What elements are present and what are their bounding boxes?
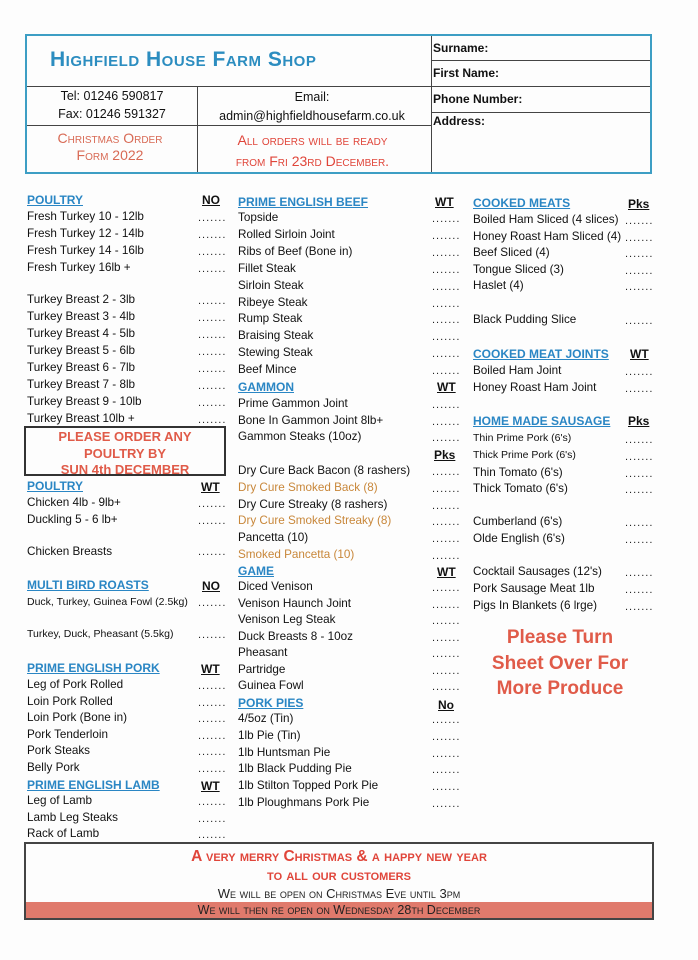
sausage-item: Olde English (6's) — [473, 531, 565, 545]
greeting-line2: to all our customers — [267, 867, 411, 884]
game-item-quantity-field[interactable]: ....... — [432, 631, 461, 644]
game-item-quantity-field[interactable]: ....... — [432, 598, 461, 611]
sausage-item-quantity-field[interactable]: ....... — [625, 567, 654, 579]
lamb-item: Rack of Lamb — [27, 827, 100, 840]
beef-item: Ribeye Steak — [238, 295, 308, 309]
turkey-breast-item: Turkey Breast 3 - 4lb — [27, 310, 136, 323]
turn-line3: More Produce — [496, 678, 624, 699]
cooked-joints-section-title: COOKED MEAT JOINTS — [473, 347, 609, 361]
poultry-item-quantity-field[interactable]: ....... — [198, 246, 227, 258]
sausage-item-quantity-field[interactable]: ....... — [625, 450, 654, 463]
chicken-breasts-item: Chicken Breasts — [27, 545, 113, 558]
turkey-breast-item-quantity-field[interactable]: ....... — [198, 363, 227, 375]
beef-item: Topside — [238, 211, 279, 224]
cooked-meat-item-quantity-field[interactable]: ....... — [625, 231, 654, 244]
pork-pie-item-quantity-field[interactable]: ....... — [432, 764, 461, 777]
beef-item-quantity-field[interactable]: ....... — [432, 280, 461, 293]
sausage-item: Pigs In Blankets (6 lrge) — [473, 598, 598, 612]
cooked-meat-item-quantity-field[interactable]: ....... — [625, 215, 654, 227]
sausage-item: Thick Prime Pork (6's) — [473, 448, 576, 461]
sausage-item: Pork Sausage Meat 1lb — [473, 581, 595, 595]
beef-item-quantity-field[interactable]: ....... — [432, 213, 461, 225]
bacon-item-quantity-field[interactable]: ....... — [432, 466, 461, 478]
bacon-item-quantity-field[interactable]: ....... — [432, 516, 461, 529]
lamb-unit: WT — [201, 779, 220, 793]
opening-hours-line: We will be open on Christmas Eve until 3pm — [217, 886, 461, 901]
poultry-item-quantity-field[interactable]: ....... — [198, 263, 227, 275]
bacon-item: Pancetta (10) — [238, 531, 309, 545]
cooked-joint-item: Honey Roast Ham Joint — [473, 381, 597, 394]
game-unit: WT — [437, 565, 456, 579]
bacon-item-quantity-field[interactable]: ....... — [432, 499, 461, 512]
pork-item-quantity-field[interactable]: ....... — [198, 746, 227, 758]
beef-item-quantity-field[interactable]: ....... — [432, 246, 461, 259]
shop-title: Highfield House Farm Shop — [50, 48, 317, 71]
turkey-breast-item-quantity-field[interactable]: ....... — [198, 414, 227, 426]
bacon-item: Dry Cure Back Bacon (8 rashers) — [238, 464, 411, 477]
game-item-quantity-field[interactable]: ....... — [432, 615, 461, 627]
pork-item-quantity-field[interactable]: ....... — [198, 729, 227, 742]
turkey-breast-item-quantity-field[interactable]: ....... — [198, 295, 227, 307]
sausage-item-quantity-field[interactable]: ....... — [625, 583, 654, 596]
turkey-breast-item: Turkey Breast 2 - 3lb — [27, 293, 136, 306]
turkey-breast-item: Turkey Breast 10lb + — [27, 412, 135, 425]
pork-item: Belly Pork — [27, 760, 80, 774]
beef-item-quantity-field[interactable]: ....... — [432, 314, 461, 327]
notice-line1: PLEASE ORDER ANY — [58, 429, 192, 444]
beef-item: Ribs of Beef (Bone in) — [238, 244, 353, 258]
cooked-meat-item-quantity-field[interactable]: ....... — [625, 281, 654, 294]
poultry-item: Fresh Turkey 12 - 14lb — [27, 227, 144, 240]
pork-item: Pork Steaks — [27, 744, 91, 757]
turkey-breast-item-quantity-field[interactable]: ....... — [198, 346, 227, 358]
gammon-section-title: GAMMON — [238, 380, 294, 394]
turkey-breast-item-quantity-field[interactable]: ....... — [198, 380, 227, 392]
bacon-item-quantity-field[interactable]: ....... — [432, 550, 461, 562]
bacon-item: Dry Cure Smoked Streaky (8) — [238, 514, 392, 528]
beef-item: Beef Mince — [238, 363, 297, 377]
pork-pies-section-title: PORK PIES — [238, 696, 304, 710]
cooked-meat-item: Beef Sliced (4) — [473, 246, 550, 260]
surname-field[interactable]: Surname: — [433, 41, 489, 55]
multi-bird-item-1: Duck, Turkey, Guinea Fowl (2.5kg) — [27, 596, 188, 608]
turkey-breast-item-quantity-field[interactable]: ....... — [198, 329, 227, 341]
sausage-item-quantity-field[interactable]: ....... — [625, 517, 654, 529]
beef-item-quantity-field[interactable]: ....... — [432, 229, 461, 242]
game-item: Duck Breasts 8 - 10oz — [238, 629, 353, 643]
poultry-unit: NO — [202, 193, 220, 207]
pork-pie-item-quantity-field[interactable]: ....... — [432, 781, 461, 794]
pork-pie-item: 1lb Huntsman Pie — [238, 745, 331, 759]
pork-pie-item-quantity-field[interactable]: ....... — [432, 747, 461, 760]
turkey-breast-item: Turkey Breast 4 - 5lb — [27, 327, 136, 340]
poultry2-item-quantity-field[interactable]: ....... — [198, 498, 227, 510]
game-section-title: GAME — [238, 564, 274, 578]
beef-item-quantity-field[interactable]: ....... — [432, 297, 461, 310]
poultry-section-title: POULTRY — [27, 193, 83, 207]
bacon-item-quantity-field[interactable]: ....... — [432, 482, 461, 495]
game-item-quantity-field[interactable]: ....... — [432, 648, 461, 660]
gammon-item-quantity-field[interactable]: ....... — [432, 432, 461, 444]
poultry2-item: Duckling 5 - 6 lb+ — [27, 513, 118, 526]
turkey-breast-item: Turkey Breast 6 - 7lb — [27, 361, 136, 374]
cooked-joints-unit: WT — [630, 347, 649, 361]
pork-item-quantity-field[interactable]: ....... — [198, 680, 227, 692]
sausage-item-quantity-field[interactable]: ....... — [625, 484, 654, 497]
sausage-section-title: HOME MADE SAUSAGE — [473, 414, 611, 428]
lamb-section-title: PRIME ENGLISH LAMB — [27, 778, 160, 792]
cooked-joint-item: Boiled Ham Joint — [473, 364, 562, 377]
poultry2-section-title: POULTRY — [27, 479, 83, 493]
order-form-line1: Christmas Order — [57, 130, 163, 146]
sausage-item-quantity-field[interactable]: ....... — [625, 600, 654, 613]
cooked-meat-item-quantity-field[interactable]: ....... — [625, 248, 654, 261]
cooked-meat-item: Tongue Sliced (3) — [473, 262, 564, 276]
beef-item: Fillet Steak — [238, 261, 296, 275]
beef-item-quantity-field[interactable]: ....... — [432, 365, 461, 378]
turkey-breast-item: Turkey Breast 7 - 8lb — [27, 378, 136, 391]
sausage-item: Cocktail Sausages (12's) — [473, 565, 602, 578]
multi-bird-dots-2[interactable]: ....... — [198, 629, 227, 641]
poultry2-item-quantity-field[interactable]: ....... — [198, 515, 227, 527]
game-item: Diced Venison — [238, 580, 313, 593]
black-pudding-item: Black Pudding Slice — [473, 313, 577, 326]
bacon-item: Dry Cure Smoked Back (8) — [238, 480, 378, 494]
multi-bird-section-title: MULTI BIRD ROASTS — [27, 578, 149, 592]
game-item: Guinea Fowl — [238, 679, 304, 692]
gammon-item: Prime Gammon Joint — [238, 397, 348, 410]
beef-item: Rolled Sirloin Joint — [238, 227, 335, 241]
pork-pie-item: 1lb Stilton Topped Pork Pie — [238, 779, 379, 793]
game-item: Venison Haunch Joint — [238, 596, 352, 610]
turn-over-notice — [470, 625, 650, 702]
pork-section-title: PRIME ENGLISH PORK — [27, 661, 160, 675]
pork-item-quantity-field[interactable]: ....... — [198, 762, 227, 775]
pork-item: Pork Tenderloin — [27, 727, 108, 741]
beef-item-quantity-field[interactable]: ....... — [432, 331, 461, 344]
poultry-item: Fresh Turkey 10 - 12lb — [27, 210, 144, 223]
notice-line2: POULTRY BY — [83, 445, 167, 461]
poultry2-item: Chicken 4lb - 9lb+ — [27, 496, 121, 509]
cooked-meats-section-title: COOKED MEATS — [473, 196, 571, 210]
poultry2-unit: WT — [201, 480, 220, 494]
first-name-field[interactable]: First Name: — [433, 66, 500, 80]
lamb-item: Lamb Leg Steaks — [27, 810, 118, 824]
fax-number: Fax: 01246 591327 — [58, 107, 166, 121]
turn-line2: Sheet Over For — [491, 652, 629, 674]
ready-notice — [200, 130, 425, 172]
sausage-item-quantity-field[interactable]: ....... — [625, 533, 654, 546]
phone-number-field[interactable]: Phone Number: — [433, 92, 523, 106]
ready-line2: from Fri 23rd December. — [235, 153, 390, 169]
sausage-item-quantity-field[interactable]: ....... — [625, 434, 654, 446]
cooked-meats-unit: Pks — [628, 197, 650, 211]
bacon-item: Dry Cure Streaky (8 rashers) — [238, 497, 388, 511]
beef-unit: WT — [435, 195, 454, 209]
tel-number: Tel: 01246 590817 — [60, 89, 164, 103]
poultry-item-quantity-field[interactable]: ....... — [198, 212, 227, 224]
reopen-line: We will then re open on Wednesday 28th December — [197, 903, 481, 917]
pork-pie-item-quantity-field[interactable]: ....... — [432, 730, 461, 743]
pork-pie-item-quantity-field[interactable]: ....... — [432, 714, 461, 726]
game-item-quantity-field[interactable]: ....... — [432, 681, 461, 693]
address-field[interactable]: Address: — [433, 114, 486, 128]
chicken-breasts-dots[interactable]: ....... — [198, 546, 227, 558]
beef-item: Braising Steak — [238, 329, 314, 343]
pork-pie-item: 1lb Pie (Tin) — [238, 728, 301, 742]
sausage-item-quantity-field[interactable]: ....... — [625, 467, 654, 480]
email-label: Email: — [294, 90, 330, 104]
pork-item-quantity-field[interactable]: ....... — [198, 696, 227, 709]
lamb-item-quantity-field[interactable]: ....... — [198, 796, 227, 808]
beef-item: Sirloin Steak — [238, 278, 304, 292]
beef-item: Rump Steak — [238, 312, 303, 326]
gammon-item: Gammon Steaks (10oz) — [238, 430, 362, 443]
black-pudding-dots[interactable]: ....... — [625, 315, 654, 327]
greeting-line1: A very merry Christmas & a happy new year — [191, 848, 487, 865]
pork-item: Loin Pork (Bone in) — [27, 711, 128, 724]
gammon-item: Bone In Gammon Joint 8lb+ — [238, 413, 384, 427]
cooked-meat-item: Haslet (4) — [473, 279, 524, 293]
lamb-item-quantity-field[interactable]: ....... — [198, 812, 227, 825]
notice-line3: SUN 4th DECEMBER — [60, 462, 190, 477]
cooked-meat-item-quantity-field[interactable]: ....... — [625, 264, 654, 277]
pork-pies-unit: No — [438, 698, 454, 712]
pork-item: Loin Pork Rolled — [27, 694, 113, 708]
beef-item-quantity-field[interactable]: ....... — [432, 263, 461, 276]
cooked-meat-item: Honey Roast Ham Sliced (4) — [473, 229, 622, 243]
game-item-quantity-field[interactable]: ....... — [432, 582, 461, 594]
bacon-item: Smoked Pancetta (10) — [238, 548, 355, 561]
turkey-breast-item: Turkey Breast 9 - 10lb — [27, 395, 142, 408]
gammon-item-quantity-field[interactable]: ....... — [432, 415, 461, 428]
pork-item: Leg of Pork Rolled — [27, 678, 124, 691]
cooked-joint-item-quantity-field[interactable]: ....... — [625, 366, 654, 378]
pork-pie-item: 1lb Ploughmans Pork Pie — [238, 796, 370, 809]
turkey-breast-item-quantity-field[interactable]: ....... — [198, 312, 227, 324]
sausage-item: Cumberland (6's) — [473, 515, 563, 528]
pork-pie-item: 1lb Black Pudding Pie — [238, 762, 352, 776]
pork-pie-item: 4/5oz (Tin) — [238, 712, 294, 725]
turkey-breast-item: Turkey Breast 5 - 6lb — [27, 344, 136, 357]
bacon-unit: Pks — [434, 448, 456, 462]
beef-section-title: PRIME ENGLISH BEEF — [238, 195, 369, 209]
pork-item-quantity-field[interactable]: ....... — [198, 713, 227, 725]
sausage-item: Thick Tomato (6's) — [473, 482, 568, 496]
pork-unit: WT — [201, 662, 220, 676]
turn-line1: Please Turn — [506, 627, 614, 648]
email-address: admin@highfieldhousefarm.co.uk — [219, 109, 405, 123]
poultry-item-quantity-field[interactable]: ....... — [198, 229, 227, 241]
ready-line1: All orders will be ready — [237, 132, 388, 148]
order-form-title — [34, 130, 186, 164]
pork-pie-item-quantity-field[interactable]: ....... — [432, 798, 461, 810]
turkey-breast-item-quantity-field[interactable]: ....... — [198, 397, 227, 409]
game-item: Venison Leg Steak — [238, 613, 336, 626]
beef-item-quantity-field[interactable]: ....... — [432, 348, 461, 361]
cooked-joint-item-quantity-field[interactable]: ....... — [625, 383, 654, 395]
poultry-item: Fresh Turkey 16lb + — [27, 261, 131, 274]
game-item-quantity-field[interactable]: ....... — [432, 664, 461, 677]
bacon-item-quantity-field[interactable]: ....... — [432, 533, 461, 546]
poultry-item: Fresh Turkey 14 - 16lb — [27, 244, 144, 257]
gammon-item-quantity-field[interactable]: ....... — [432, 399, 461, 411]
lamb-item-quantity-field[interactable]: ....... — [198, 829, 227, 841]
multi-bird-unit: NO — [202, 579, 220, 593]
game-item: Partridge — [238, 662, 286, 676]
beef-item: Stewing Steak — [238, 346, 313, 360]
sausage-item: Thin Tomato (6's) — [473, 465, 563, 479]
poultry-order-deadline-notice — [24, 426, 226, 476]
gammon-unit: WT — [437, 380, 456, 394]
multi-bird-dots-1[interactable]: ....... — [198, 597, 227, 609]
multi-bird-item-2: Turkey, Duck, Pheasant (5.5kg) — [27, 628, 174, 640]
order-form-line2: Form 2022 — [76, 147, 144, 163]
sausage-unit: Pks — [628, 414, 650, 428]
cooked-meat-item: Boiled Ham Sliced (4 slices) — [473, 213, 619, 226]
lamb-item: Leg of Lamb — [27, 794, 92, 807]
sausage-item: Thin Prime Pork (6's) — [473, 432, 572, 444]
game-item: Pheasant — [238, 646, 288, 659]
